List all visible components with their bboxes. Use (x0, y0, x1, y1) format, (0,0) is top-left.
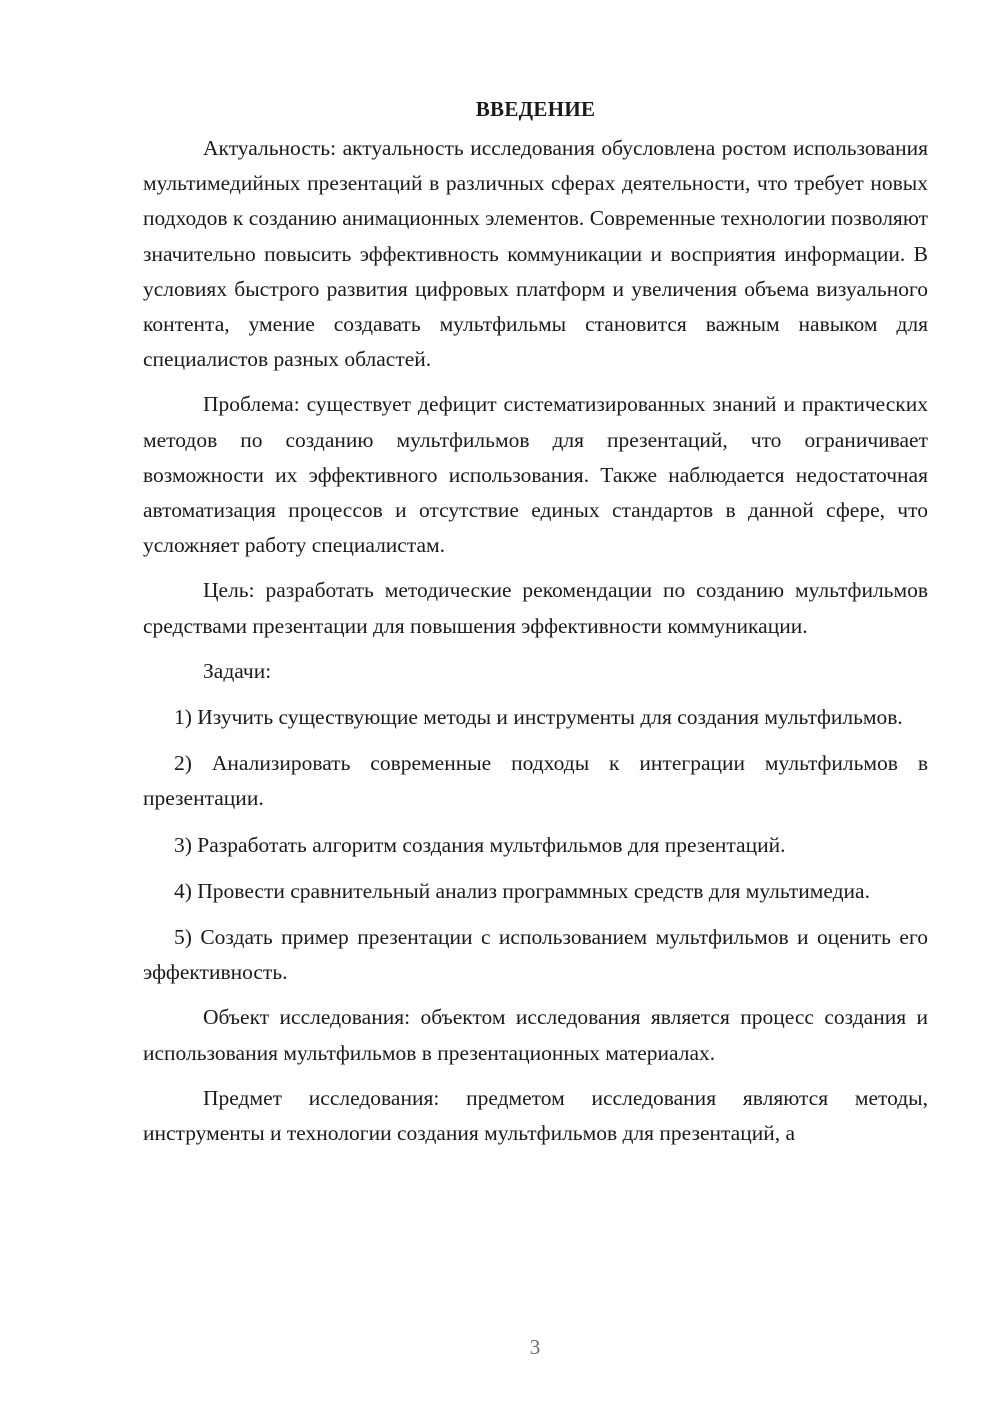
relevance-paragraph: Актуальность: актуальность исследования обусловлена ростом использования мультимедийных презентаций в различных сферах деятельности, что требует новых подходов к созданию анимационных элементов. Современные технологии позволяют значительно повысить эффективность коммуникации и восприятия информации. В условиях быстрого развития цифровых платформ и увеличения объема визуального контента, умение создавать мультфильмы становится важным навыком для специалистов разных областей. (143, 136, 928, 372)
object-paragraph: Объект исследования: объектом исследования является процесс создания и использования мультфильмов в презентационных материалах. (143, 1005, 928, 1065)
task-item: 5) Создать пример презентации с использованием мультфильмов и оценить его эффективность. (143, 925, 928, 985)
goal-paragraph: Цель: разработать методические рекомендации по созданию мультфильмов средствами презентации для повышения эффективности коммуникации. (143, 578, 928, 638)
page-content (143, 92, 928, 1151)
problem-paragraph: Проблема: существует дефицит систематизированных знаний и практических методов по созданию мультфильмов для презентаций, что ограничивает возможности их эффективного использования. Также наблюдается недостаточная автоматизация процессов и отсутствие единых стандартов в данной сфере, что усложняет работу специалистам. (143, 392, 928, 558)
task-item: 3) Разработать алгоритм создания мультфильмов для презентаций. (174, 832, 786, 857)
tasks-label: Задачи: (203, 658, 272, 683)
section-heading: ВВЕДЕНИЕ (475, 97, 596, 121)
task-item: 4) Провести сравнительный анализ программных средств для мультимедиа. (174, 878, 870, 903)
task-item: 2) Анализировать современные подходы к интеграции мультфильмов в презентации. (143, 751, 928, 811)
page-number: 3 (529, 1335, 541, 1359)
subject-paragraph: Предмет исследования: предметом исследования являются методы, инструменты и технологии создания мультфильмов для презентаций, а (143, 1085, 928, 1146)
task-item: 1) Изучить существующие методы и инструменты для создания мультфильмов. (174, 705, 903, 730)
